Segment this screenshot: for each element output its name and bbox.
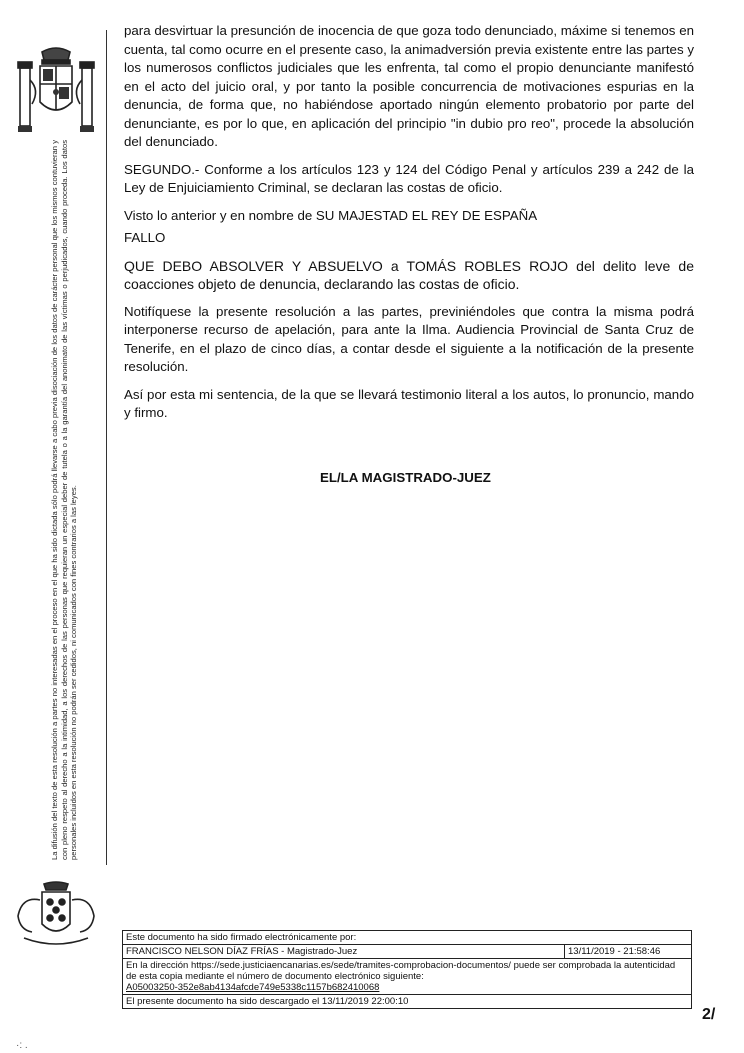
spain-coat-of-arms-icon [12, 44, 100, 144]
download-row: El presente documento ha sido descargado el 13/11/2019 22:00:10 [126, 996, 409, 1007]
paragraph: QUE DEBO ABSOLVER Y ABSUELVO a TOMÁS ROBLES ROJO del delito leve de coacciones objeto de denuncia, declarando las costas de oficio. [124, 257, 694, 292]
document-body [124, 22, 694, 432]
paragraph: SEGUNDO.- Conforme a los artículos 123 y 124 del Código Penal y artículos 239 a 242 de la Ley de Enjuiciamiento Criminal, se declaran las costas de oficio. [124, 161, 694, 195]
paragraph: Así por esta mi sentencia, de la que se llevará testimonio literal a los autos, lo pronuncio, mando y firmo. [124, 386, 694, 420]
signer-name: FRANCISCO NELSON DÍAZ FRÍAS - Magistrado-Juez [123, 945, 565, 958]
data-protection-side-note: La difusión del texto de esta resolución a partes no interesadas en el proceso en el que ha sido dictada sólo podrá llevarse a cabo previa disociación de los datos de carácter personal que los mismos contuvieran y con pleno respeto al derecho a la intimidad, a los derechos de las personas que requieran un especial deber de tutela o a la garantía del anonimato de las víctimas o perjudicados, cuando proceda. Los datos personales incluidos en esta resolución no podrán ser cedidos, ni comunicados con fines contrarios a las leyes. [50, 140, 78, 860]
page-number: 2/ [702, 1006, 716, 1023]
signed-timestamp: 13/11/2019 - 21:58:46 [568, 946, 661, 957]
scan-artifact-mark: ·: . [16, 1040, 28, 1051]
paragraph: Visto lo anterior y en nombre de SU MAJESTAD EL REY DE ESPAÑA [124, 207, 538, 223]
signature-signer-row [123, 945, 691, 959]
document-number: A05003250-352e8ab4134afcde749e5338c1157b682410068 [126, 982, 380, 993]
paragraph: Notifíquese la presente resolución a las partes, previniéndoles que contra la misma podrá interponerse recurso de apelación, para ante la Ilma. Audiencia Provincial de Santa Cruz de Tenerife, en el plazo de cinco días, a contar desde el siguiente a la notificación de la presente resolución. [124, 303, 694, 374]
paragraph: para desvirtuar la presunción de inocencia de que goza todo denunciado, máxime si tenemos en cuenta, tal como ocurre en el presente caso, la animadversión previa existente entre las partes y los numerosos conflictos judiciales que les enfrenta, tal como el propio denunciante manifestó en el acto del juicio oral, y por tanto la posible concurrencia de motivaciones espurias en la denuncia, de forma que, no habiéndose aportado ningún elemento probatorio por parte del denunciante, es por lo que, en aplicación del principio "in dubio pro reo", procede la absolución del denunciado. [124, 23, 694, 149]
fallo-heading: FALLO [124, 230, 166, 245]
signature-header: Este documento ha sido firmado electrónicamente por: [123, 931, 691, 945]
verification-row [123, 959, 691, 995]
electronic-signature-box [122, 930, 692, 1009]
signer-title: EL/LA MAGISTRADO-JUEZ [320, 470, 491, 485]
verification-text: En la dirección https://sede.justiciaencanarias.es/sede/tramites-comprobacion-documentos/ puede ser comprobada la autenticidad de esta copia mediante el número de documento electrónico siguiente: [126, 960, 676, 982]
canarias-coat-of-arms-icon [10, 880, 102, 960]
